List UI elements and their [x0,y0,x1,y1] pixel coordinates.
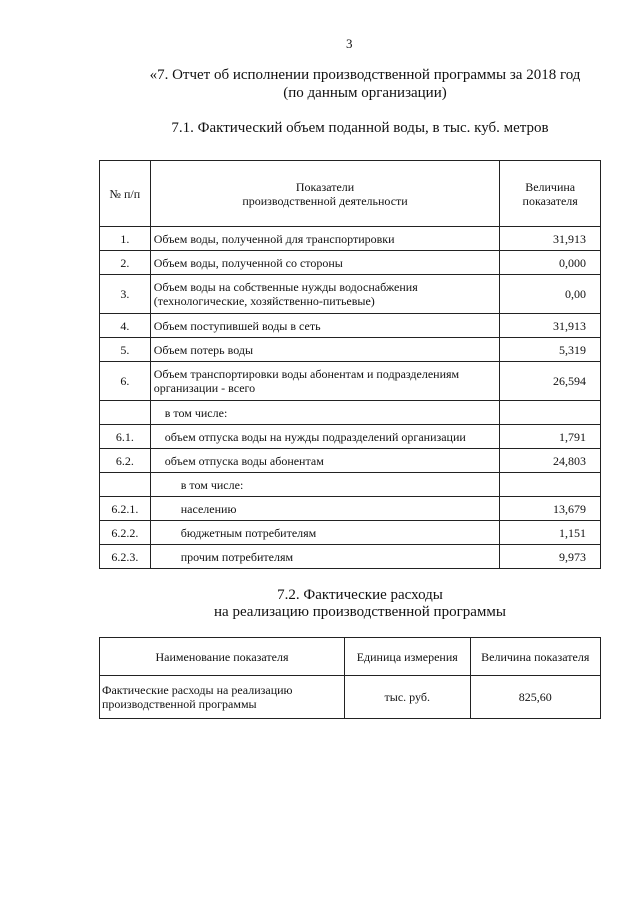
section-2-title: 7.2. Фактические расходы [277,587,443,603]
row-name-line2: организации - всего [153,381,256,395]
row-value: 825,60 [470,676,601,719]
row-name: Объем воды, полученной для транспортировки [150,227,500,251]
header-value-line2: показателя [522,193,578,208]
row-num: 6.1. [100,425,151,449]
header-name [150,161,500,227]
row-num: 3. [100,275,151,314]
table-row [100,314,601,338]
row-num: 6.2.3. [100,545,151,569]
table-header-row [100,161,601,227]
row-num [100,473,151,497]
row-value: 0,00 [500,275,601,314]
row-num: 5. [100,338,151,362]
table-row [100,401,601,425]
header-unit: Единица измерения [344,638,470,676]
row-name [150,362,500,401]
row-value: 1,151 [500,521,601,545]
row-value [500,401,601,425]
row-num: 6.2.2. [100,521,151,545]
row-value: 5,319 [500,338,601,362]
table-row [100,338,601,362]
row-name [150,275,500,314]
water-volume-table [99,160,601,569]
row-num: 6.2.1. [100,497,151,521]
row-value: 9,973 [500,545,601,569]
table-row [100,275,601,314]
row-name [100,676,345,719]
table-row [100,425,601,449]
table-row [100,449,601,473]
header-name-line1: Показатели [295,179,355,194]
row-num: 1. [100,227,151,251]
header-value: Величина показателя [470,638,601,676]
table-row [100,473,601,497]
row-num: 6.2. [100,449,151,473]
row-name: объем отпуска воды абонентам [150,449,500,473]
row-name: населению [150,497,500,521]
row-name-line1: Объем воды на собственные нужды водоснабжения [153,280,418,294]
row-value: 26,594 [500,362,601,401]
report-title: «7. Отчет об исполнении производственной программы за 2018 год [149,67,581,83]
table-row [100,251,601,275]
row-name-line2: (технологические, хозяйственно-питьевые) [153,294,375,308]
table-row [100,362,601,401]
row-unit: тыс. руб. [344,676,470,719]
row-name: Объем воды, полученной со стороны [150,251,500,275]
header-num: № п/п [100,161,151,227]
table-header-row [100,638,601,676]
table-row [100,227,601,251]
row-num: 2. [100,251,151,275]
row-value [500,473,601,497]
row-value: 31,913 [500,227,601,251]
header-name: Наименование показателя [100,638,345,676]
row-name-line1: Фактические расходы на реализацию [102,683,293,697]
row-value: 24,803 [500,449,601,473]
row-name: бюджетным потребителям [150,521,500,545]
row-name-line1: Объем транспортировки воды абонентам и подразделениям [153,367,460,381]
row-value: 13,679 [500,497,601,521]
section-2-subtitle: на реализацию производственной программы [214,604,506,620]
section-1-title: 7.1. Фактический объем поданной воды, в тыс. куб. метров [171,120,549,136]
table-row [100,676,601,719]
header-name-line2: производственной деятельности [242,193,408,208]
row-num: 6. [100,362,151,401]
row-value: 31,913 [500,314,601,338]
expenses-table [99,637,601,719]
row-num: 4. [100,314,151,338]
report-subtitle: (по данным организации) [283,85,447,101]
row-name: в том числе: [150,401,500,425]
table-row [100,497,601,521]
row-value: 1,791 [500,425,601,449]
row-num [100,401,151,425]
row-name: Объем поступившей воды в сеть [150,314,500,338]
table-row [100,545,601,569]
row-name: прочим потребителям [150,545,500,569]
table-row [100,521,601,545]
row-value: 0,000 [500,251,601,275]
header-value [500,161,601,227]
row-name-line2: производственной программы [102,697,257,711]
page-number: 3 [346,36,353,51]
row-name: объем отпуска воды на нужды подразделений организации [150,425,500,449]
header-value-line1: Величина [525,179,576,194]
row-name: Объем потерь воды [150,338,500,362]
row-name: в том числе: [150,473,500,497]
